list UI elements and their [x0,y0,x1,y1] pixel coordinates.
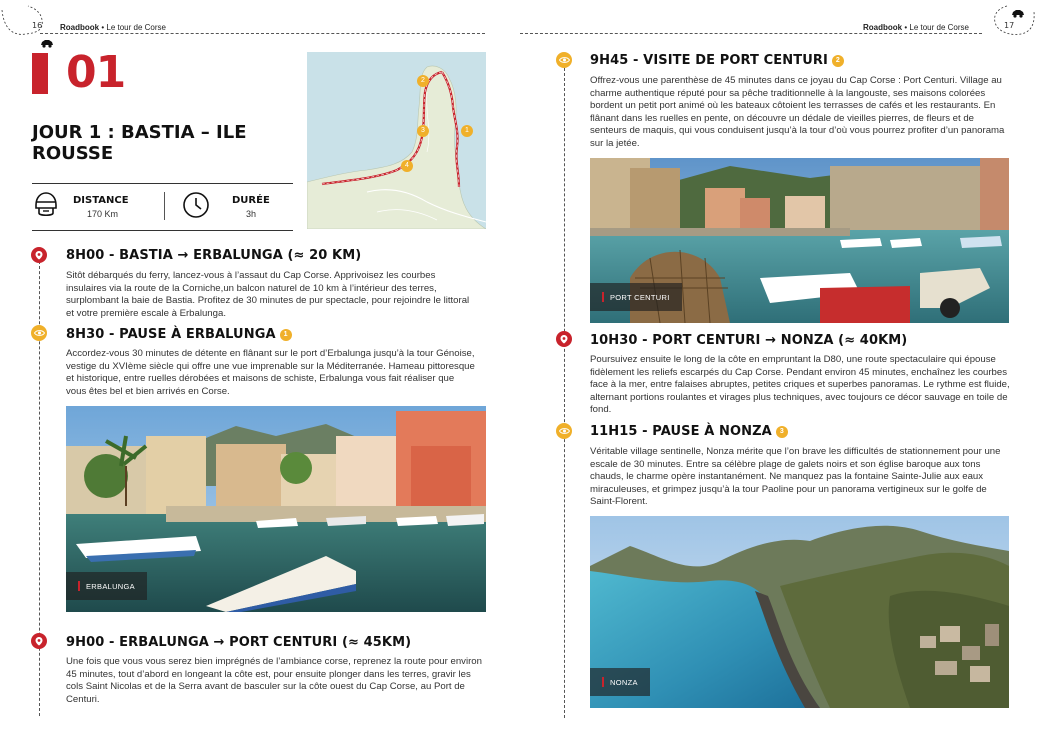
section-text: Sitôt débarqués du ferry, lancez-vous à l’assaut du Cap Corse. Apprivoisez les courbes insulaires via la route de la Corniche,un balcon naturel de 10 km à l’intérieur des terres, surplombant la baie de Bastia. Profitez de 30 minutes de pur spectacle, pour rejoindre le littoral et votre première escale à Erbalunga. [66,270,470,319]
header-divider [520,33,982,34]
section-title [590,53,844,68]
step-badge: 2 [832,55,844,67]
photo-caption-text: NONZA [610,677,638,687]
nonza-photo-image [590,516,1009,708]
header-book: Roadbook [60,23,100,32]
step-badge: 3 [776,426,788,438]
section-title [66,327,292,342]
erbalunga-photo [66,406,486,612]
photo-caption [66,572,147,600]
nonza-photo [590,516,1009,708]
header-subtitle: Le tour de Corse [909,23,969,32]
route-pin-icon [31,633,47,649]
caption-accent [78,581,80,591]
step-badge: 1 [280,329,292,341]
map-marker-1: 1 [461,125,473,137]
photo-caption-text: PORT CENTURI [610,292,670,302]
page-number-bubble [987,0,1037,48]
route-pin-icon [556,331,572,347]
car-icon [1011,8,1025,18]
eye-icon [31,325,47,341]
header-title [60,23,166,32]
distance-label: DISTANCE [73,195,129,206]
eye-icon [556,52,572,68]
day-accent-bar [32,53,48,94]
port-centuri-photo [590,158,1009,323]
eye-icon [556,423,572,439]
header-book: Roadbook [863,23,903,32]
map-marker-2: 2 [417,75,429,87]
section-title-text: 8H30 - PAUSE À ERBALUNGA [66,327,276,342]
route-map-graphic [307,52,486,229]
map-marker-4: 4 [401,160,413,172]
photo-caption [590,283,682,311]
page-number-bubble [0,0,50,48]
duration-label: DURÉE [232,195,270,206]
stats-top-rule [32,183,293,184]
header-title [863,23,969,32]
page-number: 16 [32,21,43,30]
section-text: Accordez-vous 30 minutes de détente en flânant sur le port d’Erbalunga jusqu’à la tour Génoise, vestige du XVIème siècle qui offre une vue imprenable sur la Méditerranée. Hameau pittoresque et historique, entre ruelles dérobées et maisons de schiste, Erbalunga vous fait réaliser que vous êtes bel et bien arrivés en Corse. [66,348,475,397]
header-divider [40,33,485,34]
stats-divider [164,192,165,220]
helmet-icon [33,191,59,219]
section-title-text: 11H15 - PAUSE À NONZA [590,424,772,439]
page-number: 17 [1004,21,1015,30]
section-text: Une fois que vous vous serez bien imprégnés de l’ambiance corse, reprenez la route pour environ 45 minutes, tout d’abord en longeant la côte est, pour ensuite plonger dans les terres, gravir les cols Saint Nicolas et de la Serra avant de basculer sur la côte ouest du Cap Corse, au Port de Centuri. [66,656,482,705]
right-page [520,0,1039,742]
car-icon [40,38,54,48]
distance-value: 170 Km [87,209,119,219]
section-text: Véritable village sentinelle, Nonza mérite que l’on brave les difficultés de stationnement pour une escale de 30 minutes. Entre sa célèbre plage de galets noirs et son église baroque aux tons chauds, le charme opère instantanément. Ne manquez pas la fontaine Sainte-Julie aux eaux miraculeuses, et grimpez jusqu’à la tour Paoline pour un panorama vertigineux sur le golfe de Saint-Florent. [590,446,1001,508]
photo-caption [590,668,650,696]
timeline-line [564,68,565,718]
section-title-text: 9H45 - VISITE DE PORT CENTURI [590,53,828,68]
day-title: JOUR 1 : BASTIA – ILE ROUSSE [32,122,247,164]
caption-accent [602,292,604,302]
caption-accent [602,677,604,687]
route-map [307,52,486,229]
section-title: 9H00 - ERBALUNGA → PORT CENTURI (≈ 45KM) [66,635,412,650]
clock-icon [182,191,210,219]
header-separator: • [904,23,908,32]
section-title: 10H30 - PORT CENTURI → NONZA (≈ 40KM) [590,333,908,348]
header-subtitle: Le tour de Corse [106,23,166,32]
section-text: Offrez-vous une parenthèse de 45 minutes dans ce joyau du Cap Corse : Port Centuri. Village au charme authentique réputé pour sa pêche traditionnelle à la langouste, ses maisons colorées bordent un petit port animé où les bateaux côtoient les terrasses de cafés et les restaurants. En flânant dans les ruelles en pente, on découvre un dédale de vieilles pierres, de fleurs et de senteurs de maquis, qui vous conduisent jusqu’à la tour d’où vous pourrez profiter d’un panorama sur la jetée. [590,75,1005,149]
section-text: Poursuivez ensuite le long de la côte en empruntant la D80, une route spectaculaire qui épouse fidèlement les reliefs escarpés du Cap Corse. Pendant environ 45 minutes, enchaînez les courbes face à la mer, entre falaises abruptes, petites criques et superbes panoramas. Le rythme est fluide, alternant portions roulantes et virages plus techniques, avec toujours ce décor sauvage en toile de fond. [590,354,1010,416]
stats-bottom-rule [32,230,293,231]
photo-caption-text: ERBALUNGA [86,581,135,591]
map-marker-3: 3 [417,125,429,137]
header-separator: • [101,23,105,32]
route-pin-icon [31,247,47,263]
section-title [590,424,788,439]
day-number: 01 [66,47,126,98]
section-title: 8H00 - BASTIA → ERBALUNGA (≈ 20 KM) [66,248,362,263]
duration-value: 3h [246,209,257,219]
